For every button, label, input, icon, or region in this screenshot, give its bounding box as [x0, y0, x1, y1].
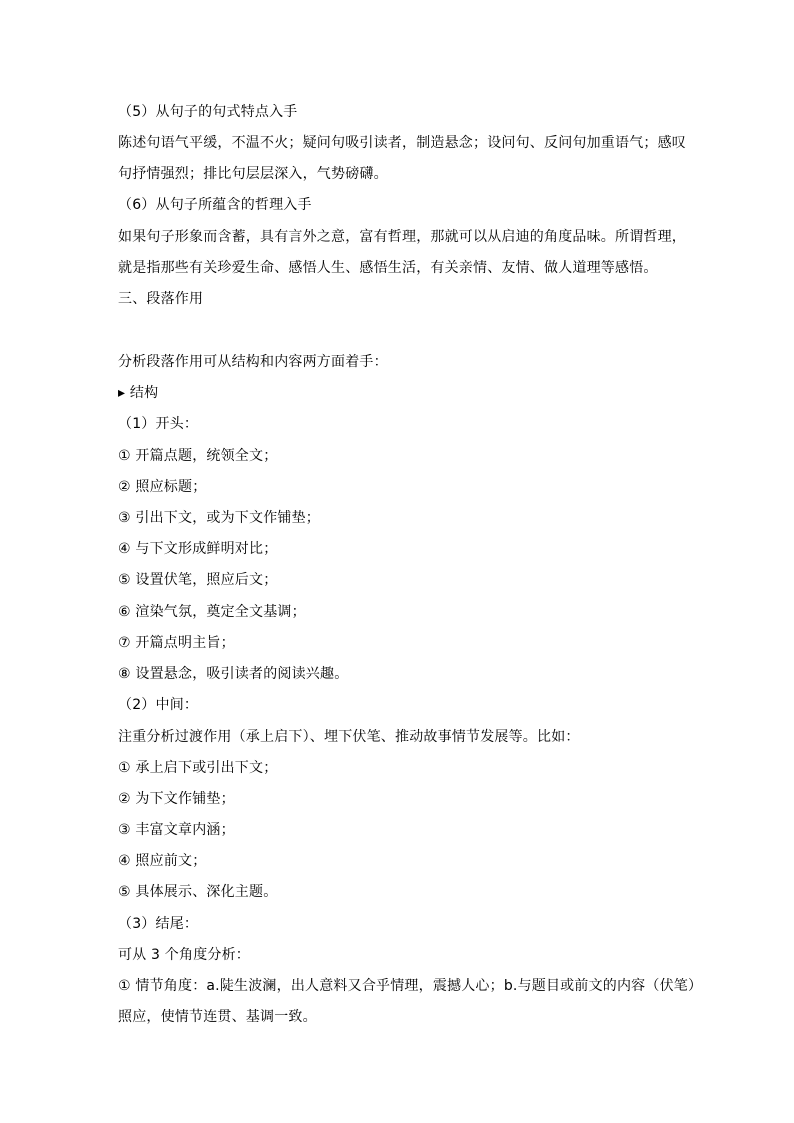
list-item: ② 为下文作铺垫； [118, 791, 235, 807]
paragraph-line: 就是指那些有关珍爱生命、感悟人生、感悟生活，有关亲情、友情、做人道理等感悟。 [118, 260, 658, 276]
paragraph-line: 如果句子形象而含蓄，具有言外之意，富有哲理，那就可以从启迪的角度品味。所谓哲理， [118, 229, 686, 245]
list-item: ① 开篇点题，统领全文； [118, 448, 278, 464]
list-item: ③ 丰富文章内涵； [118, 822, 235, 838]
list-item: ⑤ 设置伏笔，照应后文； [118, 572, 278, 588]
subheading-middle: （2）中间： [118, 697, 199, 713]
paragraph-line: 分析段落作用可从结构和内容两方面着手： [118, 354, 388, 370]
paragraph-line: 句抒情强烈；排比句层层深入，气势磅礴。 [118, 166, 388, 182]
list-item: ① 情节角度：a.陡生波澜，出人意料又合乎情理，震撼人心；b.与题目或前文的内容（伏笔） [118, 978, 703, 994]
paragraph-line: 注重分析过渡作用（承上启下）、埋下伏笔、推动故事情节发展等。比如： [118, 729, 580, 745]
list-item: ⑧ 设置悬念，吸引读者的阅读兴趣。 [118, 666, 349, 682]
list-item: ④ 照应前文； [118, 853, 207, 869]
list-item: ③ 引出下文，或为下文作铺垫； [118, 510, 321, 526]
paragraph-line: 陈述句语气平缓，不温不火；疑问句吸引读者，制造悬念；设问句、反问句加重语气；感叹 [118, 135, 686, 151]
subheading-ending: （3）结尾： [118, 916, 199, 932]
section-title-paragraph-function: 三、段落作用 [118, 291, 204, 307]
list-item: ④ 与下文形成鲜明对比； [118, 541, 278, 557]
list-item: ① 承上启下或引出下文； [118, 760, 278, 776]
heading-sentence-form: （5）从句子的句式特点入手 [118, 104, 298, 120]
subheading-opening: （1）开头： [118, 416, 199, 432]
list-item: ⑥ 渲染气氛，奠定全文基调； [118, 604, 306, 620]
list-item: ⑤ 具体展示、深化主题。 [118, 884, 278, 900]
list-item: ② 照应标题； [118, 479, 207, 495]
subsection-structure: ▸ 结构 [118, 385, 159, 401]
heading-philosophy: （6）从句子所蕴含的哲理入手 [118, 197, 312, 213]
paragraph-line: 可从 3 个角度分析： [118, 947, 251, 963]
paragraph-line: 照应，使情节连贯、基调一致。 [118, 1009, 317, 1025]
list-item: ⑦ 开篇点明主旨； [118, 635, 235, 651]
